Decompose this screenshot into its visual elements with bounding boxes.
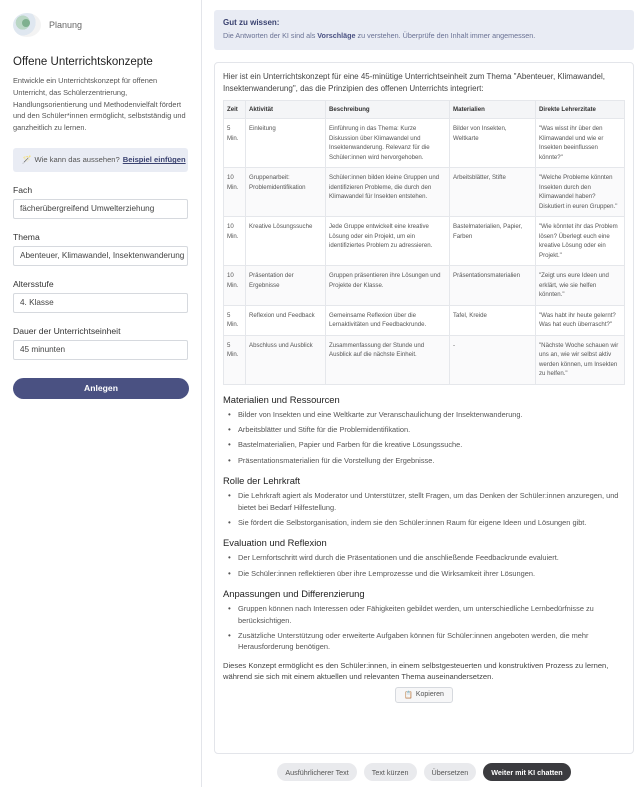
table-row — [224, 168, 625, 217]
translate-button[interactable]: Übersetzen — [424, 763, 477, 781]
table-cell: 5 Min. — [224, 335, 246, 384]
table-cell: Gruppen präsentieren ihre Lösungen und Projekte der Klasse. — [326, 266, 450, 306]
shorten-text-button[interactable]: Text kürzen — [364, 763, 417, 781]
section-list — [223, 409, 625, 467]
list-item: • Bastelmaterialien, Papier und Farben für die kreative Lösungssuche. — [223, 439, 625, 450]
table-header: Aktivität — [246, 101, 326, 119]
table-cell: 5 Min. — [224, 305, 246, 335]
info-text-end: zu verstehen. Überprüfe den Inhalt immer angemessen. — [355, 31, 536, 40]
fach-input[interactable]: fächerübergreifend Umwelterziehung — [13, 199, 188, 219]
table-cell: Einführung in das Thema: Kurze Diskussion über Klimawandel und Insektenwanderung. Relevanz für die Schüler:innen wird hervorgehoben. — [326, 119, 450, 168]
brand-name: Planung — [49, 20, 83, 30]
table-cell: Tafel, Kreide — [450, 305, 536, 335]
main-content — [214, 10, 634, 781]
sidebar — [0, 0, 202, 787]
section-heading: Anpassungen und Differenzierung — [223, 588, 365, 600]
table-row — [224, 305, 625, 335]
table-cell: Reflexion und Feedback — [246, 305, 326, 335]
info-box — [214, 10, 634, 50]
submit-button[interactable]: Anlegen — [13, 378, 189, 399]
table-cell: 10 Min. — [224, 217, 246, 266]
dauer-input[interactable]: 45 minunten — [13, 340, 188, 360]
list-item: • Gruppen können nach Interessen oder Fähigkeiten gebildet werden, um unterschiedliche Lernbedürfnisse zu berücksichtigen. — [223, 603, 625, 626]
altersstufe-input[interactable]: 4. Klasse — [13, 293, 188, 313]
response-card — [214, 62, 634, 754]
table-cell: 5 Min. — [224, 119, 246, 168]
example-prompt: Wie kann das aussehen? — [34, 155, 120, 165]
table-cell: Bastelmaterialien, Papier, Farben — [450, 217, 536, 266]
table-row — [224, 335, 625, 384]
chat-with-ai-button[interactable]: Weiter mit KI chatten — [483, 763, 570, 781]
table-cell: Präsentationsmaterialien — [450, 266, 536, 306]
table-row — [224, 266, 625, 306]
table-cell: "Was wisst ihr über den Klimawandel und wie er Insekten beeinflussen könnte?" — [536, 119, 625, 168]
lesson-table — [223, 100, 625, 385]
table-cell: 10 Min. — [224, 266, 246, 306]
table-cell: 10 Min. — [224, 168, 246, 217]
table-header: Beschreibung — [326, 101, 450, 119]
table-cell: Kreative Lösungssuche — [246, 217, 326, 266]
table-cell: Zusammenfassung der Stunde und Ausblick auf die nächste Einheit. — [326, 335, 450, 384]
info-text-bold: Vorschläge — [317, 31, 356, 40]
table-cell: "Zeigt uns eure Ideen und erklärt, wie sie helfen könnten." — [536, 266, 625, 306]
table-header: Zeit — [224, 101, 246, 119]
field-label-fach: Fach — [13, 184, 33, 195]
table-cell: Einleitung — [246, 119, 326, 168]
table-cell: Schüler:innen bilden kleine Gruppen und identifizieren Probleme, die durch den Klimawandel für Insekten entstehen. — [326, 168, 450, 217]
table-cell: "Welche Probleme könnten Insekten durch den Klimawandel haben? Diskutiert in euren Gruppen." — [536, 168, 625, 217]
action-bar — [214, 763, 634, 781]
response-outro: Dieses Konzept ermöglicht es den Schüler:innen, in einem selbstgesteuerten und konstruktiven Prozess zu lernen, während sie sich mit einem aktuellen und relevanten Thema auseinandersetzen. — [223, 660, 609, 682]
response-intro: Hier ist ein Unterrichtskonzept für eine 45-minütige Unterrichtseinheit zum Thema "Abenteuer, Klimawandel, Insektenwanderung", das die Prinzipien des offenen Unterrichts integriert: — [223, 72, 605, 93]
table-cell: Gemeinsame Reflexion über die Lernaktivitäten und Feedbackrunde. — [326, 305, 450, 335]
list-item: • Arbeitsblätter und Stifte für die Problemidentifikation. — [223, 424, 625, 435]
tool-title: Offene Unterrichtskonzepte — [13, 56, 153, 68]
brand — [13, 12, 188, 38]
copy-button[interactable] — [395, 687, 453, 703]
list-item: • Die Schüler:innen reflektieren über ihre Lernprozesse und die Wirksamkeit ihrer Lösungen. — [223, 568, 625, 579]
info-text — [223, 31, 625, 40]
thema-input[interactable]: Abenteuer, Klimawandel, Insektenwanderung — [13, 246, 188, 266]
field-label-thema: Thema — [13, 231, 40, 242]
wand-icon: 🪄 — [22, 155, 32, 165]
section-heading: Materialien und Ressourcen — [223, 393, 340, 405]
list-item: • Der Lernfortschritt wird durch die Präsentationen und die anschließende Feedbackrunde evaluiert. — [223, 552, 625, 563]
table-header-row — [224, 101, 625, 119]
info-text-start: Die Antworten der KI sind als — [223, 31, 318, 40]
table-cell: Gruppenarbeit: Problemidentifikation — [246, 168, 326, 217]
table-cell: "Nächste Woche schauen wir uns an, wie wir selbst aktiv werden können, um Insekten zu helfen." — [536, 335, 625, 384]
table-cell: Abschluss und Ausblick — [246, 335, 326, 384]
info-title: Gut zu wissen: — [223, 18, 280, 27]
table-header: Direkte Lehrerzitate — [536, 101, 625, 119]
table-cell: "Wie könntet ihr das Problem lösen? Überlegt euch eine kreative Lösung oder ein Projekt." — [536, 217, 625, 266]
section-list — [223, 552, 625, 579]
table-cell: "Was habt ihr heute gelernt? Was hat euch überrascht?" — [536, 305, 625, 335]
copy-icon: 📋 — [404, 691, 413, 699]
copy-label: Kopieren — [415, 691, 444, 699]
list-item: • Präsentationsmaterialien für die Vorstellung der Ergebnisse. — [223, 455, 625, 466]
table-cell: Präsentation der Ergebnisse — [246, 266, 326, 306]
longer-text-button[interactable]: Ausführlicherer Text — [277, 763, 356, 781]
section-list — [223, 490, 625, 528]
list-item: • Zusätzliche Unterstützung oder erweiterte Aufgaben können für Schüler:innen angeboten werden, die mehr Herausforderung benötigen. — [223, 630, 625, 653]
tool-description: Entwickle ein Unterrichtskonzept für offenen Unterricht, das Schülerzentrierung, Handlungsorientierung und Methodenvielfalt fördert und den Schüler*innen ermöglicht, selbstständig und ganzheitlich zu lernen. — [13, 76, 186, 133]
table-header: Materialien — [450, 101, 536, 119]
field-label-altersstufe: Altersstufe — [13, 278, 54, 289]
section-list — [223, 603, 625, 653]
table-cell: Jede Gruppe entwickelt eine kreative Lösung oder ein Projekt, um ein identifiziertes Problem zu adressieren. — [326, 217, 450, 266]
insert-example-link[interactable]: Beispiel einfügen — [122, 155, 186, 165]
list-item: • Bilder von Insekten und eine Weltkarte zur Veranschaulichung der Insektenwanderung. — [223, 409, 625, 420]
table-row — [224, 217, 625, 266]
table-cell: - — [450, 335, 536, 384]
list-item: • Die Lehrkraft agiert als Moderator und Unterstützer, stellt Fragen, um das Denken der Schüler:innen anzuregen, und bietet bei Bedarf Hilfestellung. — [223, 490, 625, 513]
example-box — [13, 148, 188, 172]
field-label-dauer: Dauer der Unterrichtseinheit — [13, 325, 121, 336]
table-cell: Arbeitsblätter, Stifte — [450, 168, 536, 217]
section-heading: Evaluation und Reflexion — [223, 537, 327, 549]
table-row — [224, 119, 625, 168]
section-heading: Rolle der Lehrkraft — [223, 475, 301, 487]
brand-logo — [13, 13, 41, 37]
table-cell: Bilder von Insekten, Weltkarte — [450, 119, 536, 168]
list-item: • Sie fördert die Selbstorganisation, indem sie den Schüler:innen Raum für eigene Ideen und Lösungen gibt. — [223, 517, 625, 528]
